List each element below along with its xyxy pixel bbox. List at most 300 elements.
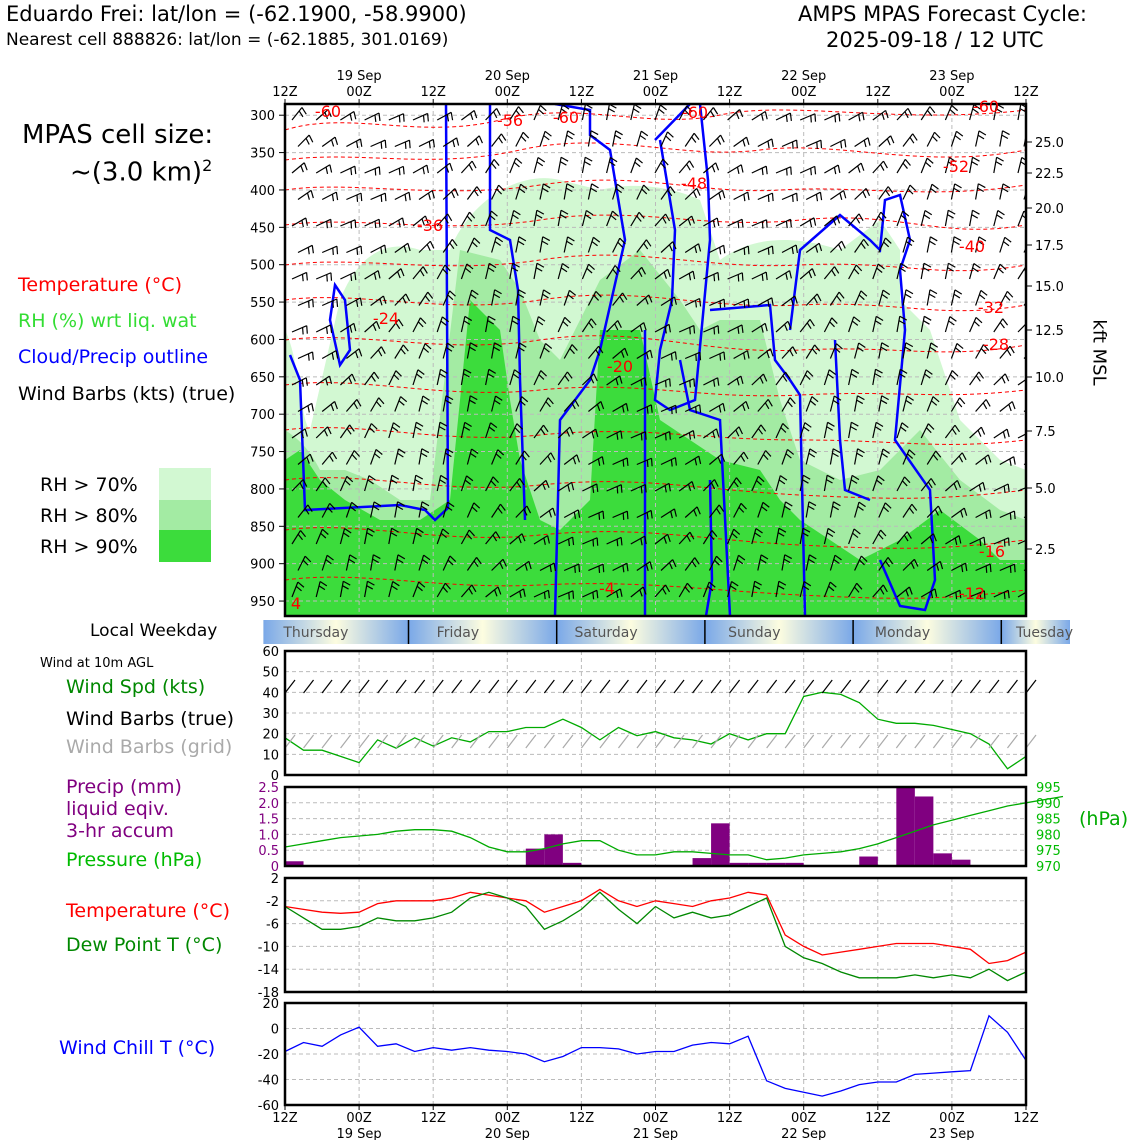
- wind-barb-flag: [304, 163, 307, 170]
- wind-barb-flag: [1032, 431, 1033, 439]
- wind-barb-flag: [1036, 348, 1039, 355]
- wind-barb-flag: [930, 237, 937, 241]
- wind-barb-flag: [839, 113, 840, 121]
- wind-barb-flag: [955, 136, 961, 140]
- wind-barb-flag: [633, 109, 639, 113]
- y-tick-label: 2: [270, 872, 279, 887]
- top-time-tick-label: 12Z: [272, 85, 298, 100]
- pressure-tick-label: 500: [250, 258, 275, 274]
- wind-barb-flag: [905, 159, 910, 165]
- wind-barb-flag: [330, 165, 332, 173]
- wind-barb-staff: [510, 158, 516, 173]
- top-time-tick-label: 12Z: [716, 85, 743, 100]
- wind-barb-staff: [994, 319, 1003, 332]
- wind-barb-staff: [371, 193, 386, 199]
- wind-barb-staff: [921, 263, 924, 279]
- wind-barb-flag: [427, 165, 428, 173]
- wind-barb-flag: [768, 248, 769, 255]
- temp-contour-label: -60: [972, 97, 1000, 116]
- kft-tick-label: 7.5: [1035, 425, 1056, 440]
- wind-barb-staff: [540, 131, 545, 146]
- wind-barb-true: [563, 680, 573, 693]
- dewpoint-legend: Dew Point T (°C): [66, 934, 223, 956]
- wind-barb-flag: [738, 221, 739, 228]
- weekday-label: Monday: [874, 625, 931, 641]
- bottom-date-label: 20 Sep: [484, 1127, 530, 1140]
- wind-barb-grid: [989, 735, 999, 748]
- wind-barb-flag: [494, 159, 499, 165]
- top-time-axis: [272, 69, 1039, 104]
- y-tick-label: 0: [270, 1022, 279, 1038]
- kft-axis: [1026, 136, 1064, 558]
- wind-barb-flag: [617, 486, 618, 493]
- bottom-time-tick-label: 12Z: [568, 1111, 595, 1126]
- wind-barb-flag: [786, 221, 787, 228]
- wind-barb-flag: [954, 294, 960, 298]
- temp-contour-label: -20: [606, 357, 634, 376]
- wind-barb-flag: [641, 433, 642, 440]
- wind-barb-staff: [316, 219, 331, 226]
- wind-barb-true: [637, 680, 647, 693]
- wind-barb-true: [378, 680, 388, 693]
- wind-barb-flag: [404, 114, 405, 122]
- wind-barb-flag: [381, 195, 382, 202]
- wind-barb-flag: [457, 138, 459, 146]
- wind-barb-flag: [379, 113, 380, 121]
- wind-barb-staff: [346, 139, 360, 147]
- wind-barb-flag: [523, 132, 529, 138]
- wind-barb-flag: [690, 327, 691, 334]
- wind-barb-true: [322, 680, 332, 693]
- wind-barb-flag: [549, 590, 550, 598]
- wind-barb-flag: [381, 142, 382, 149]
- wind-barb-flag: [690, 380, 691, 387]
- wind-barb-grid: [378, 735, 388, 748]
- wind-barb-flag: [797, 140, 798, 148]
- wind-barb-flag: [579, 564, 580, 572]
- wind-barb-flag: [676, 405, 677, 413]
- wind-barb-staff: [516, 132, 523, 146]
- top-date-label: 23 Sep: [929, 69, 975, 84]
- wind-barb-flag: [957, 402, 962, 407]
- wind-barb-staff: [371, 140, 386, 146]
- wind-barb-flag: [1004, 592, 1005, 599]
- wind-barb-staff: [752, 166, 766, 173]
- wind-barb-flag: [790, 219, 791, 227]
- kft-tick-label: 10.0: [1035, 371, 1064, 386]
- wind-barb-staff: [945, 210, 948, 226]
- wind-barb-flag: [694, 326, 695, 334]
- wind-barb-flag: [766, 166, 767, 174]
- wind-barb-flag: [671, 354, 672, 361]
- wind-barb-staff: [607, 157, 611, 173]
- wind-barb-staff: [365, 219, 380, 226]
- wind-barb-flag: [1009, 404, 1011, 411]
- y-tick-label: 20: [262, 727, 279, 743]
- wind-barb-flag: [561, 157, 568, 161]
- wind-barb-true: [952, 680, 962, 693]
- wind-barb-flag: [718, 326, 719, 334]
- temperature-panel: [258, 872, 1026, 1001]
- wind-barb-flag: [882, 113, 884, 120]
- wind-barb-flag: [308, 247, 309, 254]
- wind-barb-grid: [1007, 735, 1017, 748]
- wind-barb-flag: [748, 246, 749, 254]
- top-date-label: 22 Sep: [781, 69, 827, 84]
- wind-barb-flag: [983, 403, 986, 409]
- legend-wind: Wind Barbs (kts) (true): [18, 383, 236, 405]
- wind-barb-flag: [427, 244, 430, 250]
- kft-tick-label: 25.0: [1035, 136, 1064, 151]
- wind-barb-grid: [674, 735, 684, 748]
- y-tick-label: 2.5: [258, 781, 279, 796]
- wind-barb-flag: [670, 432, 671, 440]
- bottom-time-tick-label: 00Z: [346, 1111, 372, 1126]
- y-tick-label: -10: [257, 940, 279, 956]
- kft-tick-label: 22.5: [1035, 167, 1064, 182]
- wind-barb-staff: [631, 158, 637, 173]
- wind-barb-flag: [834, 167, 835, 174]
- wind-barb-flag: [501, 134, 505, 141]
- wind-barb-grid: [859, 735, 869, 748]
- wind-barb-true: [489, 680, 499, 693]
- wind-barb-true: [804, 680, 814, 693]
- wind-barb-flag: [302, 380, 303, 387]
- wind-barb-flag: [952, 371, 958, 377]
- wind-barb-flag: [973, 157, 980, 161]
- wind-barb-flag: [694, 379, 695, 387]
- weekday-label: Sunday: [728, 625, 781, 641]
- wind-barb-staff: [927, 290, 930, 306]
- wind-barb-true: [896, 680, 906, 693]
- wind-barb-flag: [492, 163, 496, 168]
- y-tick-label: -2: [266, 894, 279, 910]
- nearest-cell-label: Nearest cell 888826: lat/lon = (-62.1885, 301.0169): [6, 30, 449, 50]
- wind-barbs-grid-legend: Wind Barbs (grid): [66, 736, 233, 758]
- wind-barb-flag: [716, 163, 719, 170]
- wind-barb-flag: [641, 131, 648, 136]
- wind-barb-staff: [389, 114, 404, 120]
- wind-barb-flag: [307, 272, 308, 280]
- wind-barb-grid: [563, 735, 573, 748]
- wind-barb-true: [433, 680, 443, 693]
- bottom-date-label: 22 Sep: [781, 1127, 827, 1140]
- legend-rh: RH (%) wrt liq. wat: [18, 310, 197, 332]
- wind-barb-flag: [635, 162, 640, 166]
- pressure-tick-label: 850: [250, 520, 275, 536]
- wind-barb-flag: [668, 132, 674, 137]
- wind-barb-flag: [724, 245, 725, 253]
- wind-barb-flag: [891, 136, 894, 143]
- kft-axis-label: kft MSL: [1088, 319, 1110, 386]
- wind-barb-flag: [1002, 377, 1005, 383]
- bottom-time-axis: [272, 1105, 1039, 1140]
- wind-barb-staff: [1018, 211, 1024, 226]
- precip-bar: [915, 796, 934, 866]
- wind-barb-flag: [1038, 563, 1039, 571]
- wind-barb-flag: [714, 327, 715, 334]
- weekday-label: Tuesday: [1016, 625, 1074, 641]
- wind-barb-flag: [930, 107, 935, 113]
- wind-barb-staff: [1000, 237, 1005, 252]
- wind-barb-flag: [666, 136, 671, 141]
- wind-barb-staff: [897, 159, 905, 173]
- wind-barb-flag: [927, 158, 933, 163]
- wind-barb-staff: [365, 167, 380, 173]
- wind-barb-flag: [840, 193, 842, 200]
- wind-barb-grid: [544, 735, 554, 748]
- wind-barb-flag: [858, 166, 860, 173]
- wind-barb-grid: [933, 735, 943, 748]
- wind-barb-flag: [1027, 378, 1029, 385]
- wind-barb-flag: [593, 592, 594, 599]
- wind-barb-grid: [304, 735, 314, 748]
- wind-barb-staff: [389, 166, 404, 173]
- wind-barb-flag: [585, 157, 592, 161]
- wind-barb-flag: [986, 399, 990, 406]
- wind-barb-flag: [864, 140, 866, 147]
- bottom-time-tick-label: 00Z: [642, 1111, 669, 1126]
- wind-barb-flag: [306, 378, 307, 386]
- wind-barb-staff: [389, 218, 403, 226]
- wind-barb-flag: [403, 166, 404, 174]
- wind-barb-flag: [762, 274, 763, 281]
- wind-barb-flag: [331, 273, 332, 281]
- wind-barb-flag: [1029, 321, 1033, 328]
- wind-barb-flag: [597, 590, 598, 598]
- wind-barb-flag: [924, 215, 930, 219]
- wind-barb-flag: [1033, 485, 1034, 493]
- wind-barb-flag: [399, 220, 400, 227]
- wind-barb-flag: [361, 246, 362, 254]
- y-tick-label: 0.5: [258, 844, 279, 860]
- wind-panel: [262, 645, 1036, 784]
- pressure-tick-label: 900: [250, 557, 275, 573]
- y2-tick-label: 970: [1036, 860, 1061, 875]
- wind-barb-flag: [721, 135, 725, 142]
- temp-contour-label: -24: [372, 309, 400, 328]
- wind-barb-flag: [471, 113, 473, 120]
- wind-barb-staff: [903, 185, 910, 199]
- wind-barb-flag: [336, 192, 337, 200]
- rh90-label: RH > 90%: [40, 536, 138, 558]
- wind-barb-staff: [994, 211, 998, 226]
- wind-barb-flag: [308, 406, 309, 413]
- wind-barb-flag: [603, 564, 604, 572]
- wind-barb-true: [730, 680, 740, 693]
- wind-barb-staff: [921, 210, 925, 226]
- wind-barb-flag: [627, 458, 628, 466]
- kft-tick-label: 5.0: [1035, 482, 1056, 497]
- wind-barb-flag: [700, 352, 701, 360]
- wind-barb-flag: [311, 190, 313, 198]
- top-date-label: 19 Sep: [336, 69, 382, 84]
- wind-barb-flag: [811, 168, 812, 175]
- wind-barb-flag: [737, 167, 738, 174]
- wind-barb-true: [526, 680, 536, 693]
- wind-barb-true: [1007, 680, 1017, 693]
- wind-barb-staff: [806, 192, 820, 199]
- wind-barb-flag: [1007, 291, 1012, 297]
- wind-barb-flag: [309, 301, 310, 308]
- wind-barb-flag: [957, 343, 963, 348]
- wind-barb-flag: [375, 115, 376, 122]
- wind-barb-flag: [516, 158, 522, 163]
- wind-barb-staff: [413, 165, 427, 173]
- wind-barb-flag: [474, 190, 478, 196]
- rh70-label: RH > 70%: [40, 474, 138, 496]
- wind-barb-flag: [742, 219, 743, 227]
- wind-barbs-true-legend: Wind Barbs (true): [66, 708, 235, 730]
- wind-barb-flag: [1008, 590, 1009, 598]
- wind-barb-flag: [569, 539, 570, 546]
- wind-barb-flag: [399, 115, 400, 122]
- temp-contour-label: -60: [681, 103, 709, 122]
- wind-barb-flag: [1003, 432, 1005, 439]
- wind-barb-flag: [627, 511, 628, 519]
- wind-barb-flag: [357, 195, 358, 202]
- pressure-tick-label: 350: [250, 146, 275, 162]
- wind-barb-flag: [772, 193, 773, 201]
- wind-barb-flag: [924, 316, 931, 320]
- wind-barb-flag: [887, 139, 890, 145]
- wind-barb-grid: [952, 735, 962, 748]
- wind-barb-flag: [884, 161, 888, 168]
- wind-barb-flag: [670, 379, 671, 387]
- cross-section-fill: [285, 104, 1039, 616]
- wind-barb-flag: [540, 105, 546, 110]
- pressure-tick-label: 950: [250, 595, 275, 611]
- wind-barb-true: [285, 680, 295, 693]
- wind-barb-flag: [521, 136, 526, 141]
- wind-barb-staff: [1018, 104, 1021, 120]
- wind-barb-grid: [433, 735, 443, 748]
- wind-barb-staff: [316, 325, 330, 332]
- wind-barb-grid: [767, 735, 777, 748]
- wind-barb-flag: [375, 221, 376, 228]
- wind-barb-flag: [651, 405, 652, 413]
- y-tick-label: 30: [262, 707, 279, 722]
- wind-barb-flag: [313, 352, 314, 360]
- wind-barb-grid: [526, 735, 536, 748]
- wind-barb-flag: [1005, 237, 1011, 242]
- wind-barb-flag: [301, 166, 304, 173]
- top-time-tick-label: 00Z: [790, 85, 817, 100]
- wind-barb-grid: [915, 735, 925, 748]
- wind-barb-flag: [717, 218, 719, 226]
- wind-barb-staff: [776, 219, 790, 226]
- temp-contour-label: -16: [978, 542, 1006, 561]
- y-tick-label: -40: [257, 1073, 279, 1089]
- wind-barb-flag: [1033, 537, 1034, 545]
- wind-barb-flag: [738, 275, 739, 282]
- wind-barb-true: [359, 680, 369, 693]
- wind-barb-flag: [696, 300, 697, 307]
- wind-barb-flag: [692, 137, 696, 143]
- wind-barb-flag: [765, 111, 767, 119]
- wind-barb-flag: [835, 115, 836, 122]
- wind-barb-grid: [507, 735, 517, 748]
- wind-barb-flag: [741, 165, 743, 173]
- wind-barb-flag: [972, 210, 979, 214]
- wind-barb-true: [711, 680, 721, 693]
- y-tick-label: 1.0: [258, 828, 279, 844]
- wind-barb-flag: [925, 162, 930, 167]
- wind-barb-flag: [906, 290, 913, 294]
- wind-barb-staff: [970, 157, 973, 173]
- wind-barb-flag: [593, 540, 594, 547]
- wind-barb-flag: [718, 272, 719, 280]
- wind-barb-flag: [469, 164, 472, 170]
- wind-barb-staff: [534, 158, 538, 173]
- wind-barb-grid: [581, 735, 591, 748]
- wind-barb-staff: [927, 132, 934, 146]
- wind-barb-flag: [929, 241, 935, 245]
- top-time-tick-label: 00Z: [494, 85, 521, 100]
- wind-barb-staff: [419, 139, 433, 146]
- wind-barb-flag: [361, 193, 362, 201]
- wind-barb-staff: [322, 246, 337, 252]
- top-time-tick-label: 12Z: [420, 85, 446, 100]
- wind-barb-flag: [514, 162, 519, 167]
- wind-barb-flag: [923, 321, 929, 324]
- wind-barb-flag: [950, 109, 955, 114]
- temperature-line: [285, 889, 1026, 963]
- wind-barb-flag: [399, 168, 400, 175]
- wind-10m-label: Wind at 10m AGL: [40, 656, 154, 671]
- wind-barb-flag: [1000, 322, 1004, 328]
- pressure-tick-label: 750: [250, 445, 275, 461]
- wind-barb-grid: [452, 735, 462, 748]
- wind-barb-flag: [1027, 188, 1033, 192]
- temp-contour-label: -56: [496, 111, 524, 130]
- wind-barb-flag: [720, 247, 721, 254]
- wind-barb-flag: [591, 131, 598, 135]
- wind-barb-flag: [303, 274, 304, 281]
- pressure-tick-label: 400: [250, 183, 275, 199]
- wind-barb-flag: [905, 294, 911, 297]
- wind-barb-flag: [645, 485, 646, 493]
- wind-barb-flag: [744, 301, 745, 308]
- precip-bar: [544, 834, 563, 866]
- wind-barb-true: [544, 680, 554, 693]
- wind-barb-flag: [429, 193, 431, 200]
- wind-barb-flag: [666, 433, 667, 440]
- wind-barb-flag: [621, 537, 622, 545]
- wind-barb-true: [581, 680, 591, 693]
- y-tick-label: 1.5: [258, 812, 279, 828]
- wind-barb-flag: [424, 115, 425, 122]
- wind-barb-staff: [340, 166, 354, 173]
- wind-barb-staff: [945, 263, 948, 279]
- wind-barb-flag: [820, 192, 821, 200]
- wind-barb-flag: [772, 246, 773, 254]
- wind-barb-flag: [1014, 511, 1015, 519]
- wind-barb-flag: [568, 131, 575, 135]
- wind-barb-staff: [758, 193, 773, 199]
- wind-barb-flag: [309, 135, 313, 142]
- y-tick-label: -14: [257, 963, 279, 979]
- wind-barb-flag: [452, 192, 455, 198]
- temp-contour-label: -32: [977, 298, 1005, 317]
- cycle-title: AMPS MPAS Forecast Cycle:: [798, 2, 1087, 26]
- wind-barb-staff: [564, 131, 567, 147]
- wind-barb-flag: [979, 131, 986, 135]
- wind-barb-staff: [879, 187, 888, 200]
- temp-contour-label: -40: [958, 237, 986, 256]
- bottom-time-tick-label: 12Z: [1013, 1111, 1039, 1126]
- wind-barb-flag: [623, 513, 624, 520]
